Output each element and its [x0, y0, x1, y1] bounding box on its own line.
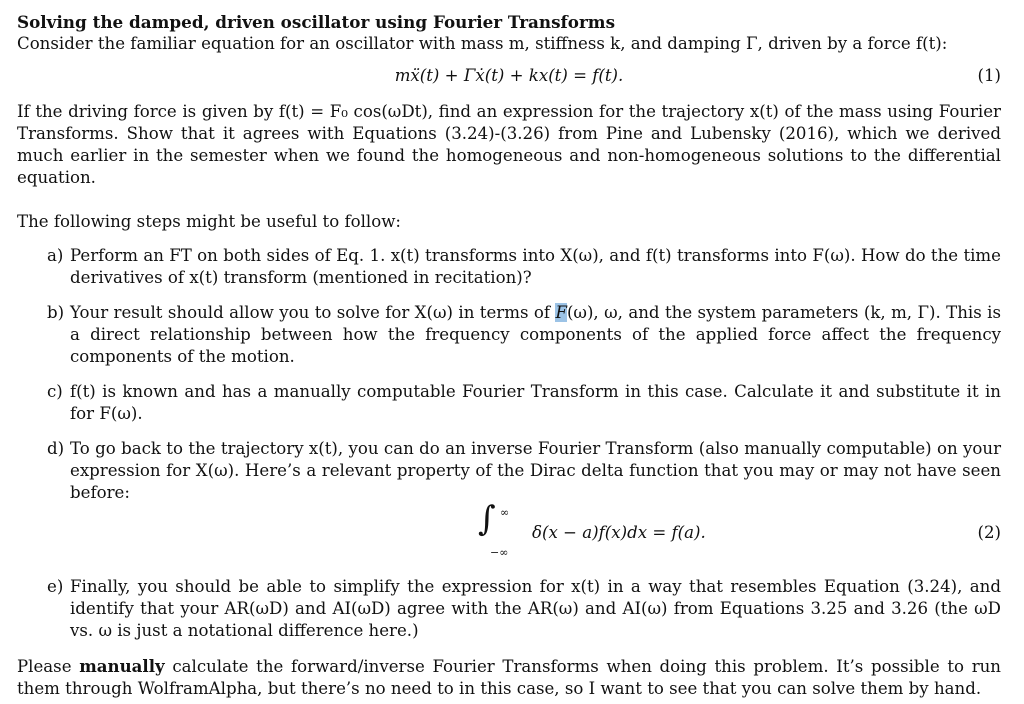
list-item [17, 576, 1001, 642]
step-text: To go back to the trajectory x(t), you can do an inverse Fourier Transform (also manually computable) on your expression for X(ω). Here’s a relevant property of the Dirac delta function that you may or may not have seen before: [70, 439, 1001, 502]
step-text-pre: Your result should allow you to solve for X(ω) in terms of [70, 303, 556, 322]
step-text-post: (ω), ω, and the system parameters (k, m, Γ). This is a direct relationship between how the frequency components of the applied force affect the frequency components of the motion. [70, 303, 1001, 366]
step-text: Finally, you should be able to simplify the expression for x(t) in a way that resembles Equation (3.24), and identify that your AR(ωD) and AI(ωD) agree with the AR(ω) and AI(ω) from Equations 3.25 and 3.26 (the ωD vs. ω is just a notational difference here.) [70, 577, 1001, 640]
equation-1 [17, 65, 1001, 91]
step-text: Perform an FT on both sides of Eq. 1. x(t) transforms into X(ω), and f(t) transforms into F(ω). How do the time derivatives of x(t) transform (mentioned in recitation)? [70, 246, 1001, 287]
equation-2-number: (2) [977, 523, 1001, 542]
final-text-pre: Please [17, 657, 80, 676]
step-label: a) [47, 246, 64, 265]
final-text-post: calculate the forward/inverse Fourier Transforms when doing this problem. It’s possible to run them through WolframAlpha, but there’s no need to in this case, so I want to see that you can solve them by hand. [17, 657, 1001, 698]
list-item [17, 302, 1001, 368]
final-emphasis: manually [79, 656, 165, 676]
list-item [17, 381, 1001, 425]
step-label: e) [47, 577, 64, 596]
step-text: f(t) is known and has a manually computable Fourier Transform in this case. Calculate it and substitute it in for F(ω). [70, 382, 1001, 423]
problem-paragraph: If the driving force is given by f(t) = F₀ cos(ωDt), find an expression for the trajectory x(t) of the mass using Fourier Transforms. Show that it agrees with Equations (3.24)-(3.26) from Pine and Lubensky (2016), which we derived much earlier in the semester when we found the homogeneous and non-homogeneous solutions to the differential equation. [17, 102, 1001, 187]
final-paragraph [17, 655, 1001, 700]
list-item [17, 438, 1001, 564]
step-label: b) [47, 303, 65, 322]
step-label: d) [47, 439, 65, 458]
integral-upper-limit: ∞ [500, 506, 510, 519]
page-title: Solving the damped, driven oscillator using Fourier Transforms [17, 12, 616, 32]
step-label: c) [47, 382, 63, 401]
equation-2 [70, 499, 1001, 564]
equation-2-text: δ(x − a)f(x)dx = f(a). [532, 523, 706, 542]
integral-lower-limit: −∞ [490, 546, 509, 559]
equation-1-text: mẍ(t) + Γẋ(t) + kx(t) = f(t). [394, 66, 624, 85]
steps-list [17, 245, 1001, 642]
steps-intro: The following steps might be useful to follow: [17, 212, 402, 231]
equation-1-number: (1) [977, 66, 1001, 85]
list-item [17, 245, 1001, 289]
highlighted-symbol: F [555, 303, 567, 322]
intro-paragraph: Consider the familiar equation for an oscillator with mass m, stiffness k, and damping Γ, driven by a force f(t): [17, 34, 948, 53]
document [17, 11, 1001, 700]
integral-sign: ∫ [478, 499, 496, 539]
